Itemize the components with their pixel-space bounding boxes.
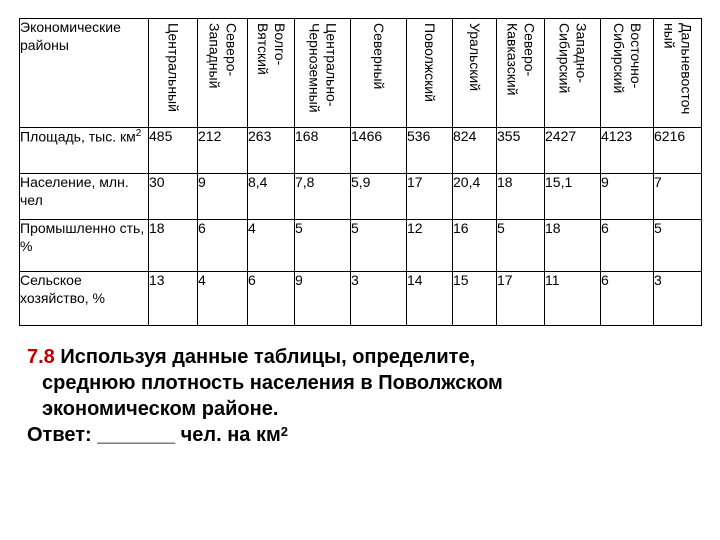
table-cell: 15 xyxy=(453,272,497,326)
table-cell: 3 xyxy=(654,272,702,326)
region-header-label: Западно- Сибирский xyxy=(556,23,590,94)
table-cell: 2427 xyxy=(545,128,601,174)
table-cell: 15,1 xyxy=(545,174,601,220)
table-cell: 3 xyxy=(351,272,407,326)
region-header xyxy=(497,19,545,128)
table-cell: 8,4 xyxy=(248,174,295,220)
table-row xyxy=(20,272,702,326)
table-cell: 14 xyxy=(407,272,453,326)
table-row xyxy=(20,220,702,272)
table-cell: 5 xyxy=(654,220,702,272)
table-cell: 6 xyxy=(248,272,295,326)
region-header-label: Дальневосточ ный xyxy=(661,23,695,115)
table-cell: 6 xyxy=(198,220,248,272)
table-cell: 7 xyxy=(654,174,702,220)
region-header xyxy=(198,19,248,128)
table-cell: 7,8 xyxy=(295,174,351,220)
task-line-3: экономическом районе. xyxy=(42,398,279,420)
task-text xyxy=(27,344,697,448)
table-cell: 20,4 xyxy=(453,174,497,220)
table-cell: 824 xyxy=(453,128,497,174)
region-header xyxy=(149,19,198,128)
table-cell: 4 xyxy=(198,272,248,326)
table-cell: 4 xyxy=(248,220,295,272)
table-cell: 18 xyxy=(545,220,601,272)
table-cell: 5 xyxy=(497,220,545,272)
table-cell: 18 xyxy=(497,174,545,220)
table-cell: 17 xyxy=(497,272,545,326)
table-cell: 16 xyxy=(453,220,497,272)
row-label-text: Сельское хозяйство, % xyxy=(20,272,105,306)
region-header xyxy=(545,19,601,128)
region-header-label: Северо- Западный xyxy=(206,23,240,89)
table-cell: 485 xyxy=(149,128,198,174)
region-header-label: Поволжский xyxy=(421,23,438,102)
row-label xyxy=(20,128,149,174)
row-label-text: Промышленно сть, % xyxy=(20,220,145,254)
table-cell: 4123 xyxy=(601,128,654,174)
table-row xyxy=(20,174,702,220)
region-header xyxy=(654,19,702,128)
corner-header-text: Экономические районы xyxy=(20,19,121,53)
table-cell: 18 xyxy=(149,220,198,272)
region-header xyxy=(601,19,654,128)
table-cell: 30 xyxy=(149,174,198,220)
table-cell: 9 xyxy=(198,174,248,220)
row-label-text: Площадь, тыс. км xyxy=(20,128,136,145)
table-cell: 6 xyxy=(601,220,654,272)
table-cell: 13 xyxy=(149,272,198,326)
table-cell: 5,9 xyxy=(351,174,407,220)
row-label xyxy=(20,174,149,220)
row-label-text: Население, млн. чел xyxy=(20,174,129,208)
region-header xyxy=(453,19,497,128)
task-question-part-1: Используя данные таблицы, определите, xyxy=(54,346,476,368)
table-row xyxy=(20,128,702,174)
task-line-1 xyxy=(27,344,697,370)
table-cell: 212 xyxy=(198,128,248,174)
table-cell: 11 xyxy=(545,272,601,326)
answer-unit-superscript: 2 xyxy=(280,424,289,439)
table-cell: 6216 xyxy=(654,128,702,174)
table-cell: 1466 xyxy=(351,128,407,174)
region-header xyxy=(248,19,295,128)
header-row xyxy=(20,19,702,128)
row-label xyxy=(20,272,149,326)
table-cell: 9 xyxy=(295,272,351,326)
economic-regions-table xyxy=(19,18,702,326)
table-cell: 6 xyxy=(601,272,654,326)
region-header xyxy=(295,19,351,128)
region-header-label: Северо- Кавказский xyxy=(504,23,538,96)
region-header xyxy=(407,19,453,128)
corner-header xyxy=(20,19,149,128)
region-header-label: Уральский xyxy=(466,23,483,92)
table-cell: 355 xyxy=(497,128,545,174)
table-cell: 5 xyxy=(351,220,407,272)
row-label xyxy=(20,220,149,272)
table-cell: 536 xyxy=(407,128,453,174)
region-header-label: Восточно- Сибирский xyxy=(611,23,644,94)
table-cell: 263 xyxy=(248,128,295,174)
table-cell: 17 xyxy=(407,174,453,220)
answer-prefix: Ответ: _______ чел. на км xyxy=(27,424,281,446)
region-header-label: Центральный xyxy=(165,23,182,112)
region-header xyxy=(351,19,407,128)
task-number: 7.8 xyxy=(27,346,55,368)
region-header-label: Северный xyxy=(370,23,387,90)
answer-line xyxy=(27,422,697,448)
region-header-label: Центрально- Черноземный xyxy=(306,23,340,113)
table-cell: 168 xyxy=(295,128,351,174)
table-cell: 9 xyxy=(601,174,654,220)
row-label-superscript: 2 xyxy=(135,128,142,139)
task-line-2: среднюю плотность населения в Поволжском xyxy=(42,372,503,394)
table-cell: 5 xyxy=(295,220,351,272)
table-cell: 12 xyxy=(407,220,453,272)
region-header-label: Волго- Вятский xyxy=(255,23,288,75)
